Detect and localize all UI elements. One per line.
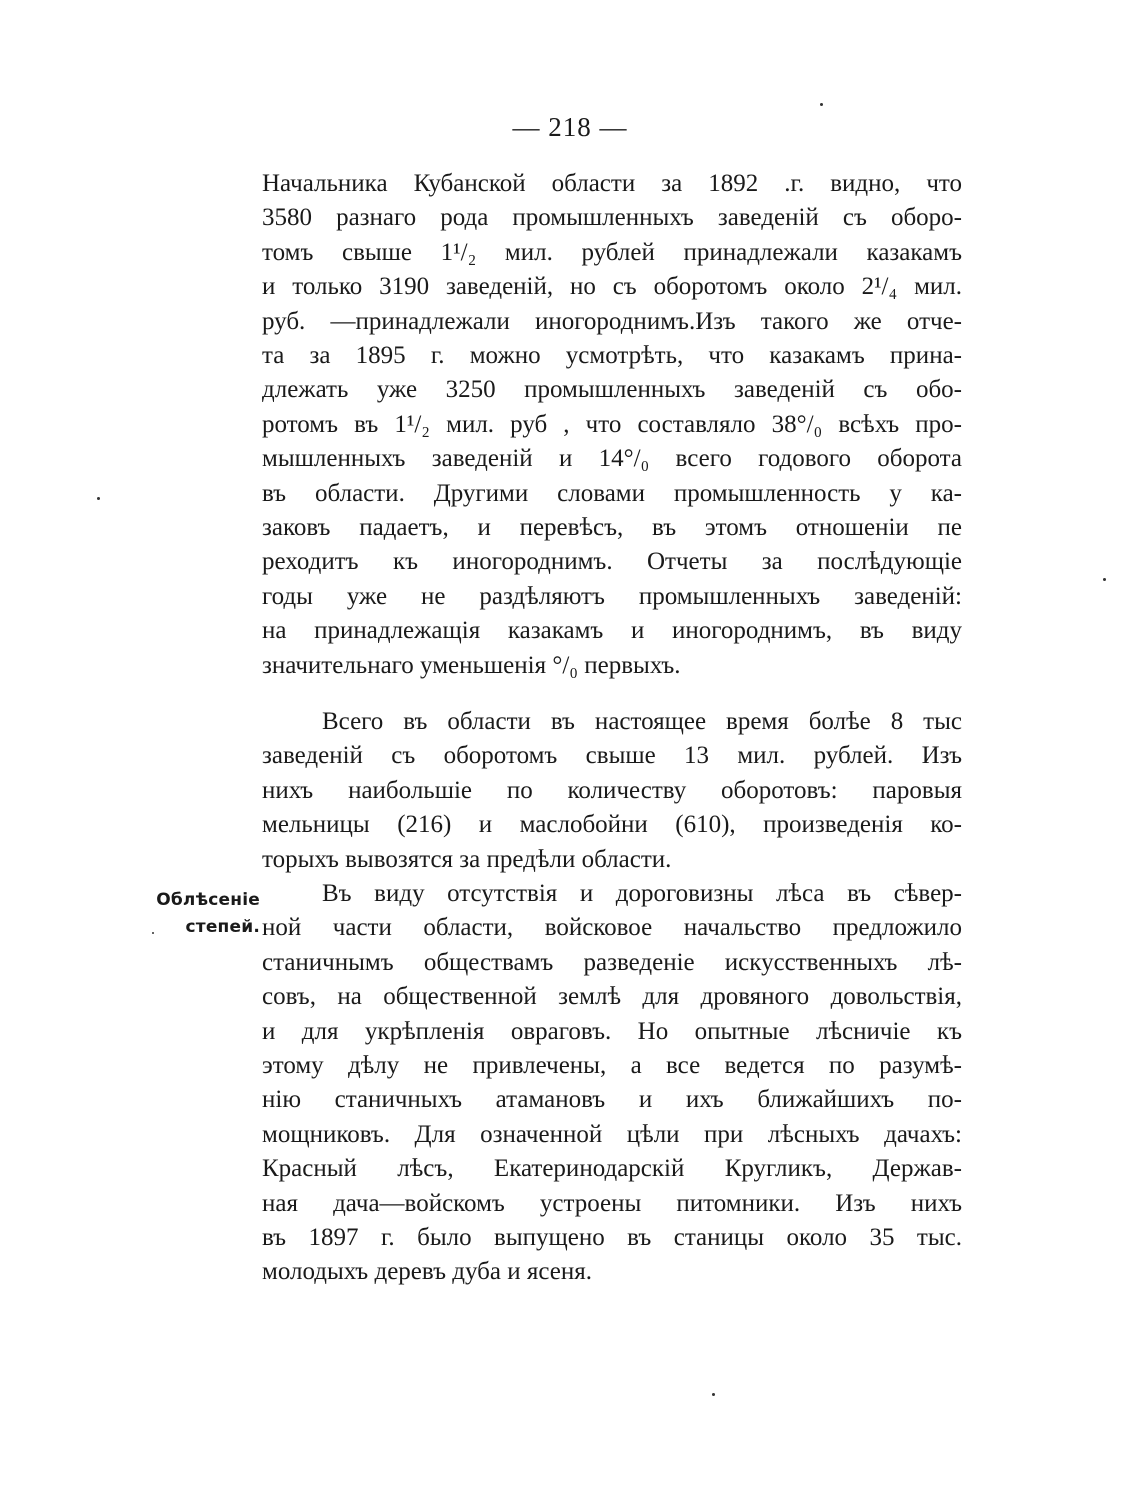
text-line: станичнымъ обществамъ разведеніе искусственныхъ лѣ-	[262, 948, 962, 976]
paragraph-3	[262, 877, 962, 1290]
text-line: мышленныхъ заведеній и 14°/₀ всего годового оборота	[262, 445, 962, 473]
text-line: томъ свыше 1¹/₂ мил. рублей принадлежали казакамъ	[262, 238, 962, 266]
text-line: въ 1897 г. было выпущено въ станицы около 35 тыс.	[262, 1224, 962, 1252]
text-line: реходитъ къ иногороднимъ. Отчеты за послѣдующіе	[262, 548, 962, 576]
text-line: и только 3190 заведеній, но съ оборотомъ около 2¹/₄ мил.	[262, 273, 962, 301]
text-line: ной части области, войсковое начальство предложило	[262, 914, 962, 942]
text-line: заведеній съ оборотомъ свыше 13 мил. рублей. Изъ	[262, 742, 962, 770]
text-line: мельницы (216) и маслобойни (610), произведенія ко-	[262, 811, 962, 839]
scan-speck	[152, 932, 154, 934]
text-line: руб. —принадлежали иногороднимъ.Изъ такого же отче-	[262, 307, 962, 335]
text-line: Красный лѣсъ, Екатеринодарскій Кругликъ, Держав-	[262, 1155, 962, 1183]
text-line: Всего въ области въ настоящее время болѣе 8 тыс	[322, 708, 962, 735]
text-line: мощниковъ. Для означенной цѣли при лѣсныхъ дачахъ:	[262, 1120, 962, 1148]
text-line: значительнаго уменьшенія °/₀ первыхъ.	[262, 651, 681, 679]
text-line: Въ виду отсутствія и дороговизны лѣса въ сѣвер-	[322, 880, 962, 907]
paragraph-1	[262, 167, 962, 683]
margin-note	[150, 887, 260, 941]
page-number: — 218 —	[512, 112, 628, 142]
text-line: ная дача—войскомъ устроены питомники. Изъ нихъ	[262, 1189, 962, 1217]
text-line: на принадлежащія казакамъ и иногороднимъ, въ виду	[262, 617, 962, 645]
text-line: молодыхъ деревъ дуба и ясеня.	[262, 1258, 592, 1286]
scan-speck	[820, 103, 823, 106]
text-line: Начальника Кубанской области за 1892 .г. видно, что	[262, 170, 962, 197]
scan-speck	[97, 497, 100, 500]
scan-speck	[712, 1393, 715, 1396]
text-line: совъ, на общественной землѣ для дровяного довольствія,	[262, 983, 962, 1011]
text-line: нію станичныхъ атамановъ и ихъ ближайшихъ по-	[262, 1086, 962, 1114]
text-line: заковъ падаетъ, и перевѣсъ, въ этомъ отношеніи пе	[262, 514, 962, 542]
text-line: въ области. Другими словами промышленность у ка-	[262, 479, 962, 507]
text-line: нихъ наибольшіе по количеству оборотовъ: паровыя	[262, 776, 962, 804]
text-line: ротомъ въ 1¹/₂ мил. руб , что составляло 38°/₀ всѣхъ про-	[262, 410, 962, 438]
text-line: та за 1895 г. можно усмотрѣть, что казакамъ прина-	[262, 342, 962, 370]
margin-note-line: Облѣсеніе	[156, 890, 260, 910]
text-line: 3580 разнаго рода промышленныхъ заведеній съ оборо-	[262, 204, 962, 232]
paragraph-2	[262, 705, 962, 877]
text-line: и для укрѣпленія овраговъ. Но опытные лѣсничіе къ	[262, 1017, 962, 1045]
text-line: торыхъ вывозятся за предѣли области.	[262, 845, 672, 873]
text-line: длежать уже 3250 промышленныхъ заведеній съ обо-	[262, 376, 962, 404]
scan-speck	[1103, 578, 1106, 581]
text-line: этому дѣлу не привлечены, а все ведется по разумѣ-	[262, 1052, 962, 1080]
text-line: годы уже не раздѣляютъ промышленныхъ заведеній:	[262, 582, 962, 610]
margin-note-line: степей.	[185, 917, 260, 937]
